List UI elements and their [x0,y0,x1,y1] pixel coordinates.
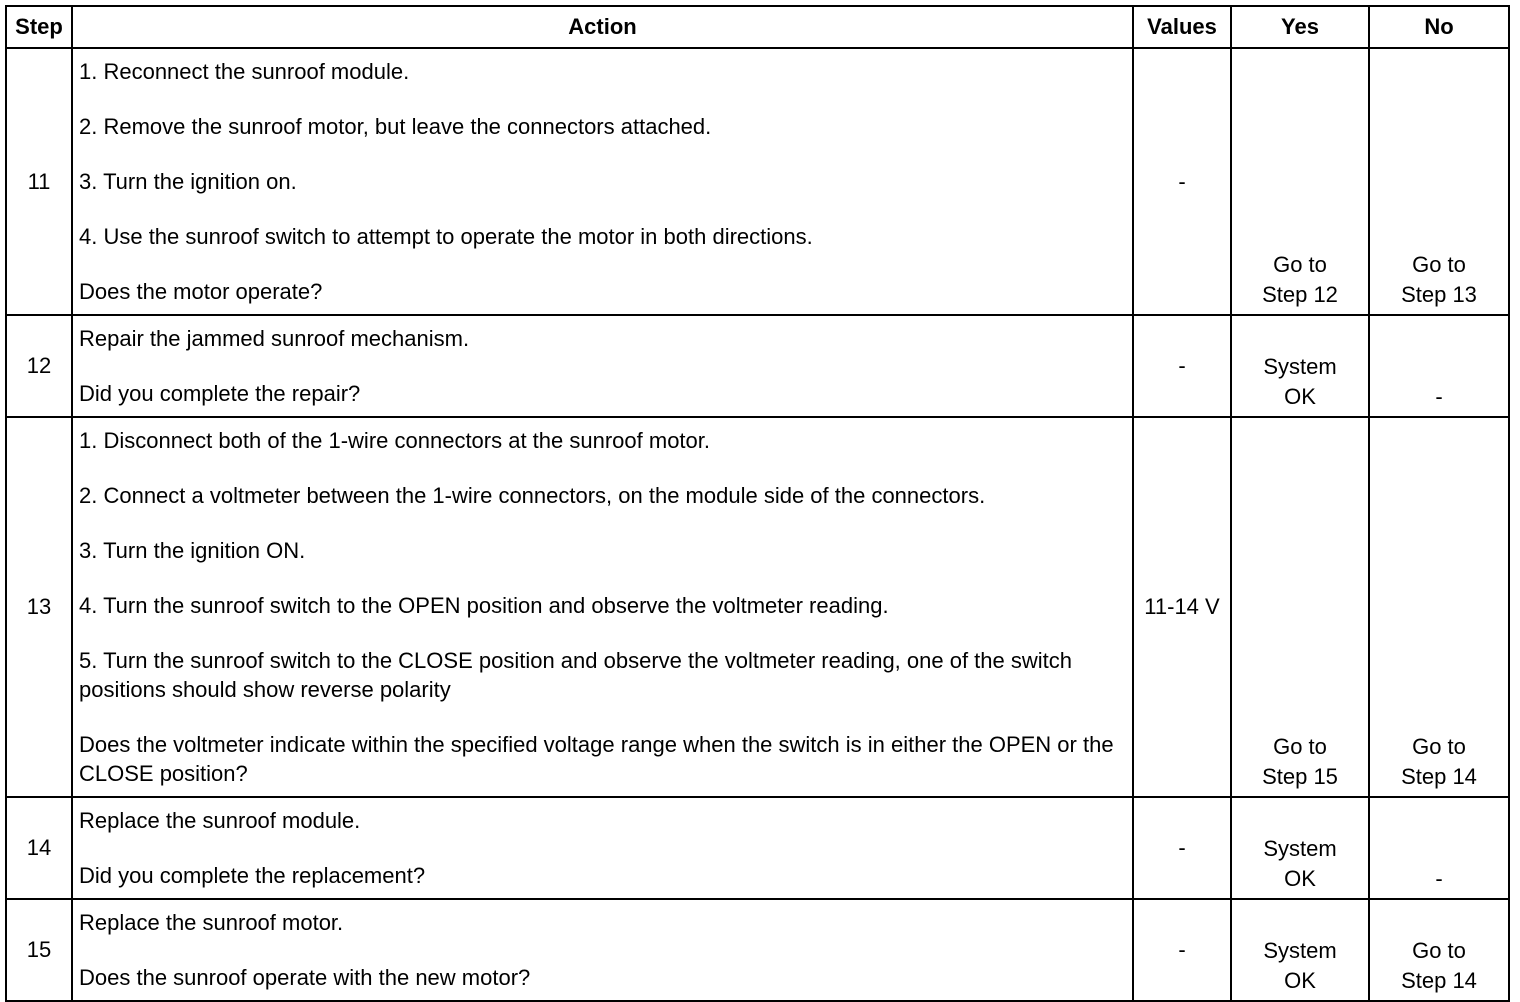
action-line: 1. Disconnect both of the 1-wire connectors at the sunroof motor. [79,428,711,453]
step-number: 14 [6,797,72,899]
yes-line: System [1263,354,1337,379]
no-cell [1369,797,1509,899]
yes-cell [1231,48,1369,315]
table-row-step-14 [6,797,1509,899]
yes-line: Go to [1273,252,1327,277]
action-cell [72,417,1133,797]
values-cell: - [1133,48,1231,315]
table-row-step-11 [6,48,1509,315]
action-cell [72,797,1133,899]
action-line: 2. Remove the sunroof motor, but leave the connectors attached. [79,114,712,139]
action-column-header: Action [72,6,1133,48]
yes-line: OK [1284,968,1316,993]
yes-line: System [1263,836,1337,861]
yes-line: Step 12 [1262,282,1338,307]
table-row-step-12 [6,315,1509,417]
no-line: Go to [1412,252,1466,277]
no-cell [1369,417,1509,797]
action-line: 2. Connect a voltmeter between the 1-wire connectors, on the module side of the connectors. [79,483,986,508]
action-line: 3. Turn the ignition ON. [79,538,306,563]
values-cell: - [1133,315,1231,417]
question-line: Does the sunroof operate with the new motor? [79,965,531,990]
values-cell: - [1133,797,1231,899]
no-column-header: No [1369,6,1509,48]
step-number: 13 [6,417,72,797]
step-column-header: Step [6,6,72,48]
yes-cell [1231,899,1369,1001]
action-line: 5. Turn the sunroof switch to the CLOSE position and observe the voltmeter reading, one of the switch positions should show reverse polarity [79,648,1072,702]
yes-line: OK [1284,866,1316,891]
no-line: - [1435,866,1443,891]
action-line: 4. Turn the sunroof switch to the OPEN position and observe the voltmeter reading. [79,593,889,618]
action-line: 1. Reconnect the sunroof module. [79,59,410,84]
action-line: Replace the sunroof module. [79,808,361,833]
values-cell: - [1133,899,1231,1001]
step-number: 12 [6,315,72,417]
action-cell [72,315,1133,417]
diagnostic-table [5,5,1510,1002]
action-line: Repair the jammed sunroof mechanism. [79,326,470,351]
step-number: 15 [6,899,72,1001]
no-line: Step 14 [1401,968,1477,993]
no-line: Go to [1412,734,1466,759]
yes-line: System [1263,938,1337,963]
no-cell [1369,315,1509,417]
yes-column-header: Yes [1231,6,1369,48]
question-line: Did you complete the repair? [79,381,361,406]
no-line: - [1435,384,1443,409]
values-cell: 11-14 V [1133,417,1231,797]
action-line: 4. Use the sunroof switch to attempt to operate the motor in both directions. [79,224,813,249]
question-line: Does the voltmeter indicate within the specified voltage range when the switch is in either the OPEN or the CLOSE position? [79,732,1114,786]
table-row-step-13 [6,417,1509,797]
yes-line: Step 15 [1262,764,1338,789]
question-line: Did you complete the replacement? [79,863,426,888]
action-line: 3. Turn the ignition on. [79,169,297,194]
no-line: Go to [1412,938,1466,963]
no-line: Step 14 [1401,764,1477,789]
yes-cell [1231,797,1369,899]
action-cell [72,899,1133,1001]
question-line: Does the motor operate? [79,279,323,304]
step-number: 11 [6,48,72,315]
header-row [6,6,1509,48]
values-column-header: Values [1133,6,1231,48]
table-row-step-15 [6,899,1509,1001]
yes-line: Go to [1273,734,1327,759]
no-cell [1369,48,1509,315]
yes-line: OK [1284,384,1316,409]
no-line: Step 13 [1401,282,1477,307]
yes-cell [1231,315,1369,417]
action-line: Replace the sunroof motor. [79,910,344,935]
yes-cell [1231,417,1369,797]
no-cell [1369,899,1509,1001]
action-cell [72,48,1133,315]
